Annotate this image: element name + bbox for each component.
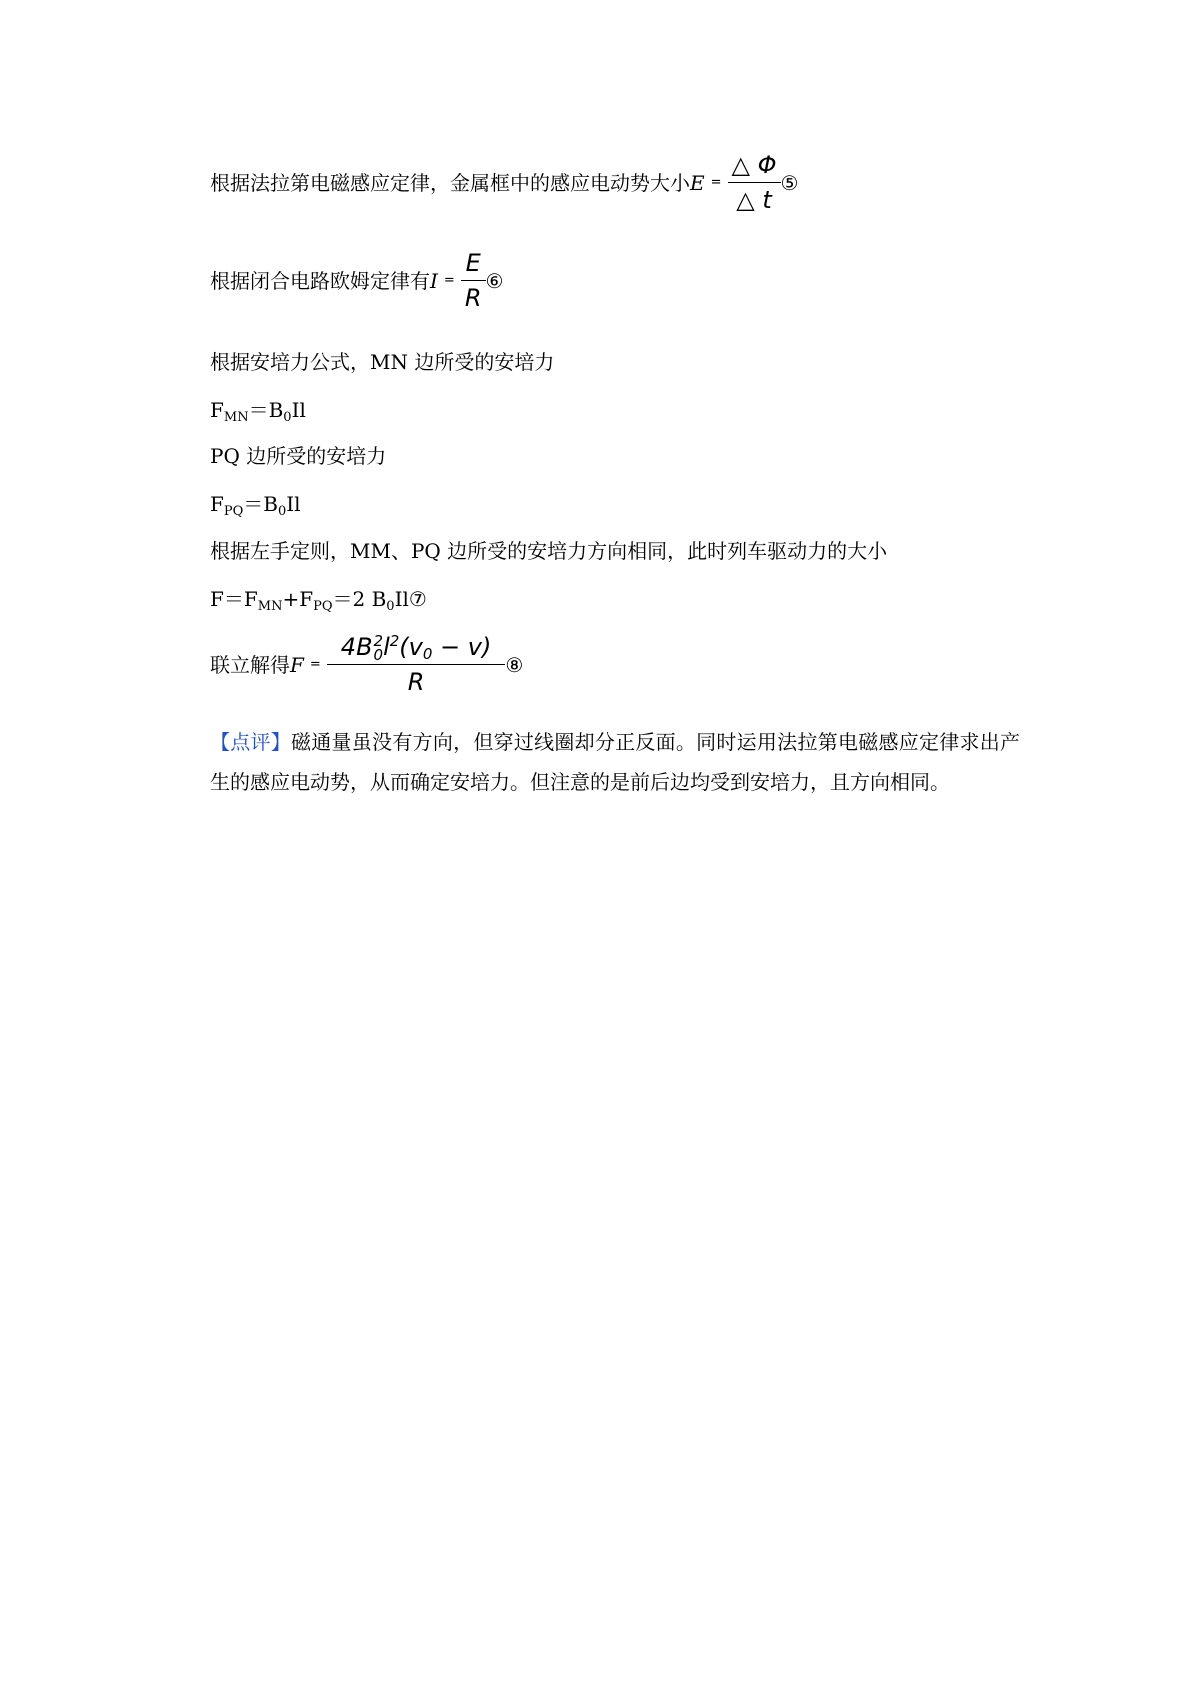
emf-variable: E	[690, 170, 705, 195]
formula-part: Il	[286, 492, 301, 516]
numerator-part: − v)	[432, 633, 492, 661]
comment-text: 磁通量虽没有方向，但穿过线圈却分正反面。同时运用法拉第电磁感应定律求出产生的感应电动势，从而确定安培力。但注意的是前后边均受到安培力，且方向相同。	[210, 730, 1021, 794]
formula-part: ＝2 B	[332, 587, 387, 611]
formula-part: F＝F	[210, 587, 258, 611]
ampere-force-line	[210, 348, 554, 376]
sup-sub-stack	[374, 634, 384, 662]
superscript: 2	[373, 632, 384, 650]
solution-text: 联立解得	[210, 652, 290, 677]
superscript: 2	[389, 632, 400, 650]
fraction-denominator: R	[407, 668, 425, 696]
faraday-law-text: 根据法拉第电磁感应定律，金属框中的感应电动势大小	[210, 170, 690, 195]
left-hand-rule-text: 根据左手定则，MM、PQ 边所受的安培力方向相同，此时列车驱动力的大小	[210, 539, 888, 563]
formula-part: ＝B	[248, 398, 284, 422]
equals-sign: =	[710, 174, 722, 190]
equation-number-8: ⑧	[505, 652, 524, 677]
solution-line	[210, 630, 523, 699]
formula-subscript: PQ	[313, 599, 333, 614]
left-hand-rule-line	[210, 537, 887, 565]
formula-subscript: 0	[278, 504, 287, 519]
comment-paragraph	[210, 722, 1020, 802]
ohm-fraction	[461, 246, 486, 315]
subscript: 0	[422, 645, 433, 663]
formula-part: F	[210, 492, 224, 516]
ohm-law-text: 根据闭合电路欧姆定律有	[210, 268, 430, 293]
ohm-law-line	[210, 246, 503, 315]
faraday-law-line	[210, 148, 798, 217]
formula-subscript: MN	[223, 410, 249, 425]
fraction-numerator	[327, 630, 506, 664]
comment-tag: 【点评】	[210, 730, 292, 754]
equation-number-5: ⑤	[780, 170, 799, 195]
equation-number-7: ⑦	[408, 587, 427, 611]
formula-subscript: MN	[257, 599, 283, 614]
equals-sign: =	[309, 656, 321, 672]
formula-subscript: 0	[386, 599, 395, 614]
formula-part: Il	[291, 398, 306, 422]
formula-part: Il	[394, 587, 409, 611]
fraction-denominator: R	[464, 284, 482, 312]
fmn-formula	[210, 396, 306, 424]
numerator-part: 4B	[340, 633, 373, 661]
subscript: 0	[373, 646, 384, 664]
fraction-numerator: △ Φ	[731, 151, 777, 179]
numerator-part: l	[383, 633, 390, 661]
numerator-part: (v	[399, 633, 423, 661]
fpq-formula	[210, 490, 301, 518]
current-variable: I	[430, 268, 438, 293]
formula-part: F	[210, 398, 224, 422]
force-variable: F	[290, 652, 304, 677]
formula-part: ＝B	[243, 492, 278, 516]
total-force-formula	[210, 585, 427, 613]
fraction-numerator: E	[465, 249, 481, 277]
force-fraction	[327, 630, 506, 699]
pq-force-text: PQ 边所受的安培力	[210, 444, 387, 468]
flux-fraction	[728, 148, 781, 217]
formula-part: +F	[282, 587, 314, 611]
pq-force-line	[210, 442, 386, 470]
equals-sign: =	[443, 272, 455, 288]
equation-number-6: ⑥	[485, 268, 504, 293]
ampere-force-text: 根据安培力公式，MN 边所受的安培力	[210, 350, 555, 374]
fraction-denominator: △ t	[736, 186, 772, 214]
formula-subscript: 0	[283, 410, 292, 425]
formula-subscript: PQ	[223, 504, 244, 519]
